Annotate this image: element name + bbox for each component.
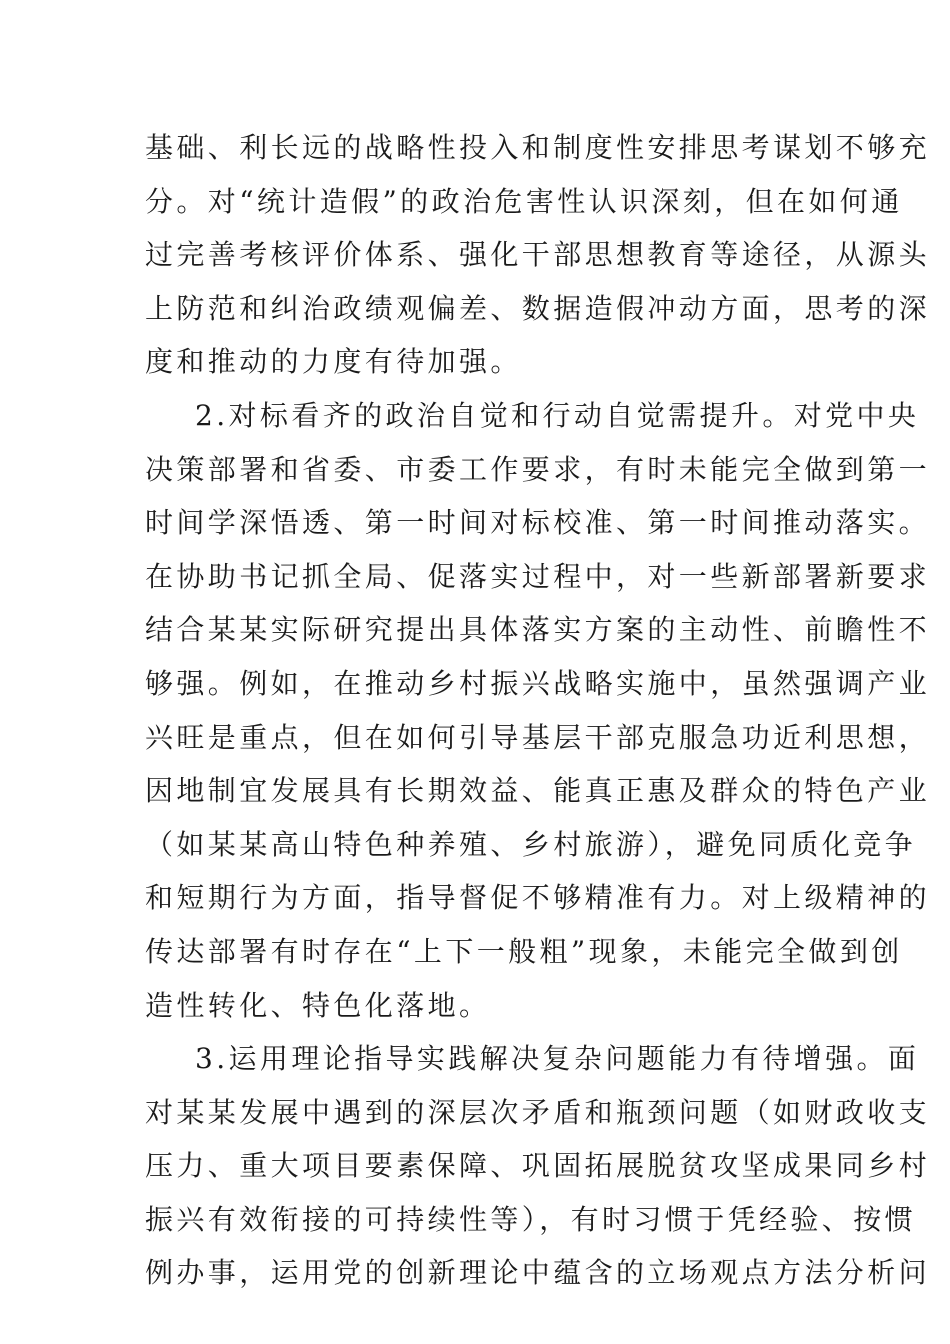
paragraph-line: 上防范和纠治政绩观偏差、数据造假冲动方面，思考的深 — [145, 291, 931, 325]
paragraph-line: 结合某某实际研究提出具体落实方案的主动性、前瞻性不 — [145, 613, 931, 647]
paragraph-line: 造性转化、特色化落地。 — [145, 988, 491, 1022]
paragraph-line: 压力、重大项目要素保障、巩固拓展脱贫攻坚成果同乡村 — [145, 1149, 931, 1183]
paragraph-line: 分。对“统计造假”的政治危害性认识深刻，但在如何通 — [145, 184, 903, 218]
paragraph-line: （如某某高山特色种养殖、乡村旅游），避免同质化竞争 — [145, 827, 917, 861]
paragraph-line: 和短期行为方面，指导督促不够精准有力。对上级精神的 — [145, 881, 931, 915]
paragraph-line: 过完善考核评价体系、强化干部思想教育等途径，从源头 — [145, 238, 931, 272]
paragraph-line: 在协助书记抓全局、促落实过程中，对一些新部署新要求 — [145, 559, 931, 593]
document-body — [145, 121, 931, 1300]
paragraph-line: 基础、利长远的战略性投入和制度性安排思考谋划不够充 — [145, 131, 931, 164]
paragraph-heading-line: 3.运用理论指导实践解决复杂问题能力有待增强。面 — [195, 1042, 920, 1076]
paragraph-line: 够强。例如，在推动乡村振兴战略实施中，虽然强调产业 — [145, 666, 931, 700]
paragraph-line: 对某某发展中遇到的深层次矛盾和瓶颈问题（如财政收支 — [145, 1095, 931, 1129]
paragraph-line: 度和推动的力度有待加强。 — [145, 345, 522, 379]
paragraph-line: 例办事，运用党的创新理论中蕴含的立场观点方法分析问 — [145, 1256, 931, 1290]
paragraph-line: 兴旺是重点，但在如何引导基层干部克服急功近利思想， — [145, 720, 931, 754]
paragraph-line: 传达部署有时存在“上下一般粗”现象，未能完全做到创 — [145, 934, 903, 968]
paragraph-line: 时间学深悟透、第一时间对标校准、第一时间推动落实。 — [145, 506, 931, 540]
paragraph-line: 决策部署和省委、市委工作要求，有时未能完全做到第一 — [145, 452, 931, 486]
paragraph-heading-line: 2.对标看齐的政治自觉和行动自觉需提升。对党中央 — [195, 398, 920, 432]
paragraph-line: 振兴有效衔接的可持续性等），有时习惯于凭经验、按惯 — [145, 1202, 917, 1236]
paragraph-line: 因地制宜发展具有长期效益、能真正惠及群众的特色产业 — [145, 774, 931, 808]
